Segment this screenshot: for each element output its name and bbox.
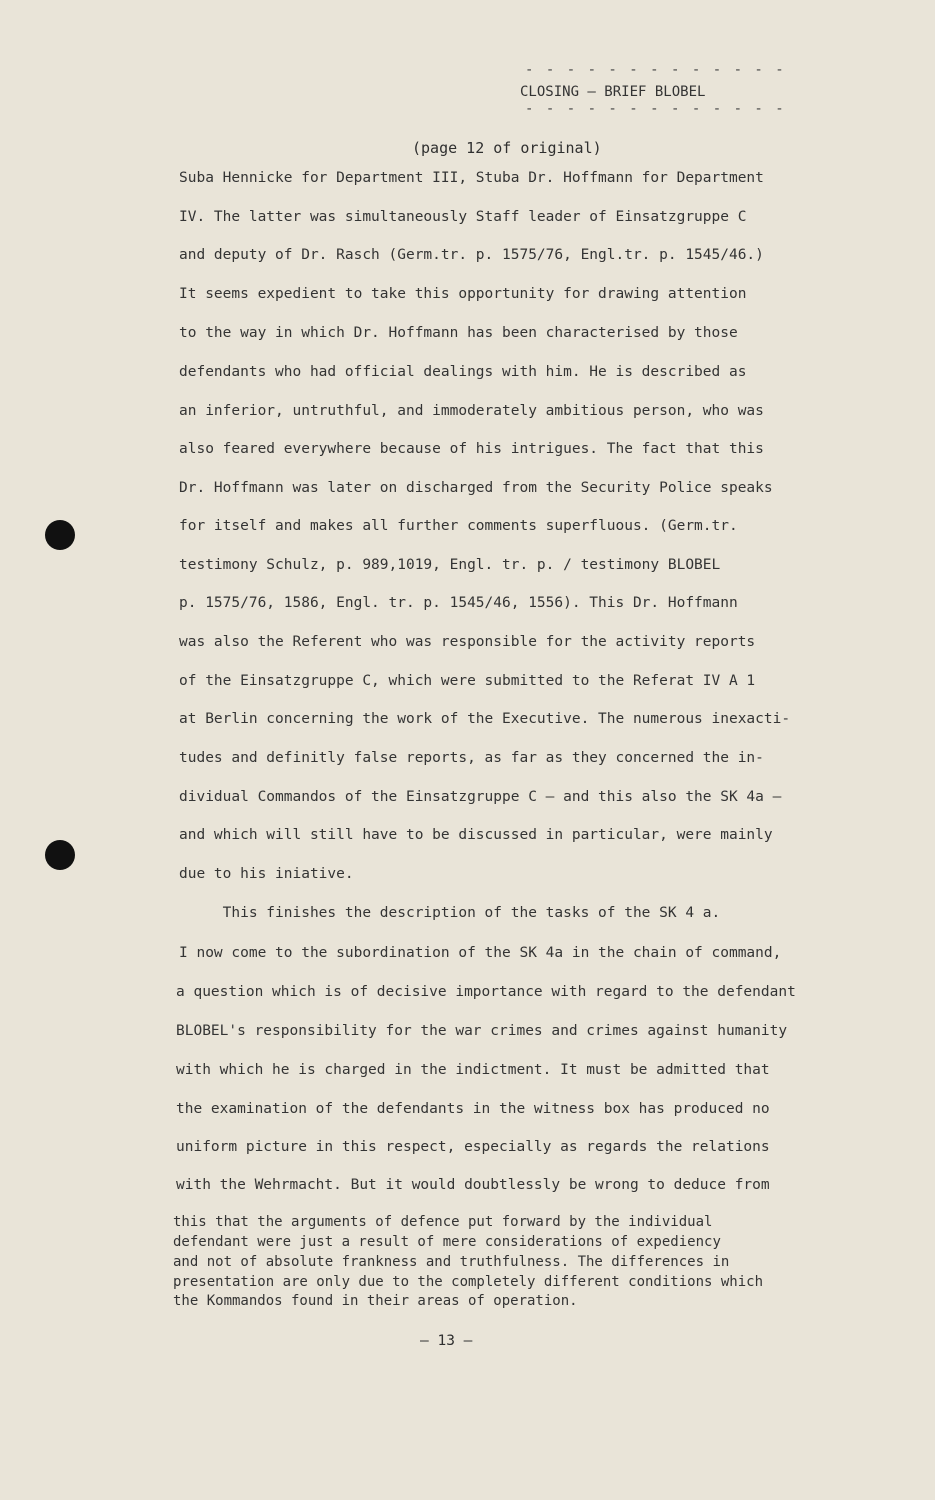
text-line: to the way in which Dr. Hoffmann has been characterised by those [179,325,738,341]
text-line: IV. The latter was simultaneously Staff leader of Einsatzgruppe C [179,209,747,225]
text-line: this that the arguments of defence put forward by the individual [173,1214,713,1230]
original-page-note: (page 12 of original) [412,139,602,157]
header-rule-top: - - - - - - - - - - - - - [525,62,786,78]
document-header: CLOSING – BRIEF BLOBEL [520,84,706,100]
text-line: Dr. Hoffmann was later on discharged from the Security Police speaks [179,480,773,496]
text-line: presentation are only due to the completely different conditions which [173,1274,764,1290]
text-line: of the Einsatzgruppe C, which were submitted to the Referat IV A 1 [179,673,756,689]
text-line: uniform picture in this respect, especially as regards the relations [176,1139,770,1155]
text-line: for itself and makes all further comments superfluous. (Germ.tr. [179,518,738,534]
page-number: – 13 – [420,1333,473,1349]
text-line: also feared everywhere because of his intrigues. The fact that this [179,441,764,457]
text-line: was also the Referent who was responsible for the activity reports [179,634,756,650]
text-line: the Kommandos found in their areas of operation. [173,1293,578,1309]
punch-hole [45,840,75,870]
text-line: defendants who had official dealings with him. He is described as [179,364,747,380]
text-line: due to his iniative. [179,866,354,882]
text-line: an inferior, untruthful, and immoderately ambitious person, who was [179,403,764,419]
text-line: p. 1575/76, 1586, Engl. tr. p. 1545/46, 1556). This Dr. Hoffmann [179,595,738,611]
text-line: at Berlin concerning the work of the Executive. The numerous inexacti- [179,711,791,727]
punch-hole [45,520,75,550]
text-line: defendant were just a result of mere considerations of expediency [173,1234,721,1250]
text-line: testimony Schulz, p. 989,1019, Engl. tr. p. / testimony BLOBEL [179,557,721,573]
header-rule-bottom: - - - - - - - - - - - - - [525,101,786,117]
text-line: I now come to the subordination of the SK 4a in the chain of command, [179,945,782,961]
text-line: tudes and definitly false reports, as far as they concerned the in- [179,750,764,766]
text-line: BLOBEL's responsibility for the war crimes and crimes against humanity [176,1023,788,1039]
text-line: It seems expedient to take this opportunity for drawing attention [179,286,747,302]
text-line: This finishes the description of the tasks of the SK 4 a. [179,905,721,921]
text-line: and not of absolute frankness and truthfulness. The differences in [173,1254,730,1270]
text-line: the examination of the defendants in the witness box has produced no [176,1101,770,1117]
text-line: dividual Commandos of the Einsatzgruppe C – and this also the SK 4a – [179,789,782,805]
text-line: with the Wehrmacht. But it would doubtlessly be wrong to deduce from [176,1177,770,1193]
text-line: with which he is charged in the indictment. It must be admitted that [176,1062,770,1078]
text-line: a question which is of decisive importance with regard to the defendant [176,984,796,1000]
text-line: Suba Hennicke for Department III, Stuba Dr. Hoffmann for Department [179,170,764,186]
text-line: and which will still have to be discussed in particular, were mainly [179,827,773,843]
text-line: and deputy of Dr. Rasch (Germ.tr. p. 1575/76, Engl.tr. p. 1545/46.) [179,247,764,263]
